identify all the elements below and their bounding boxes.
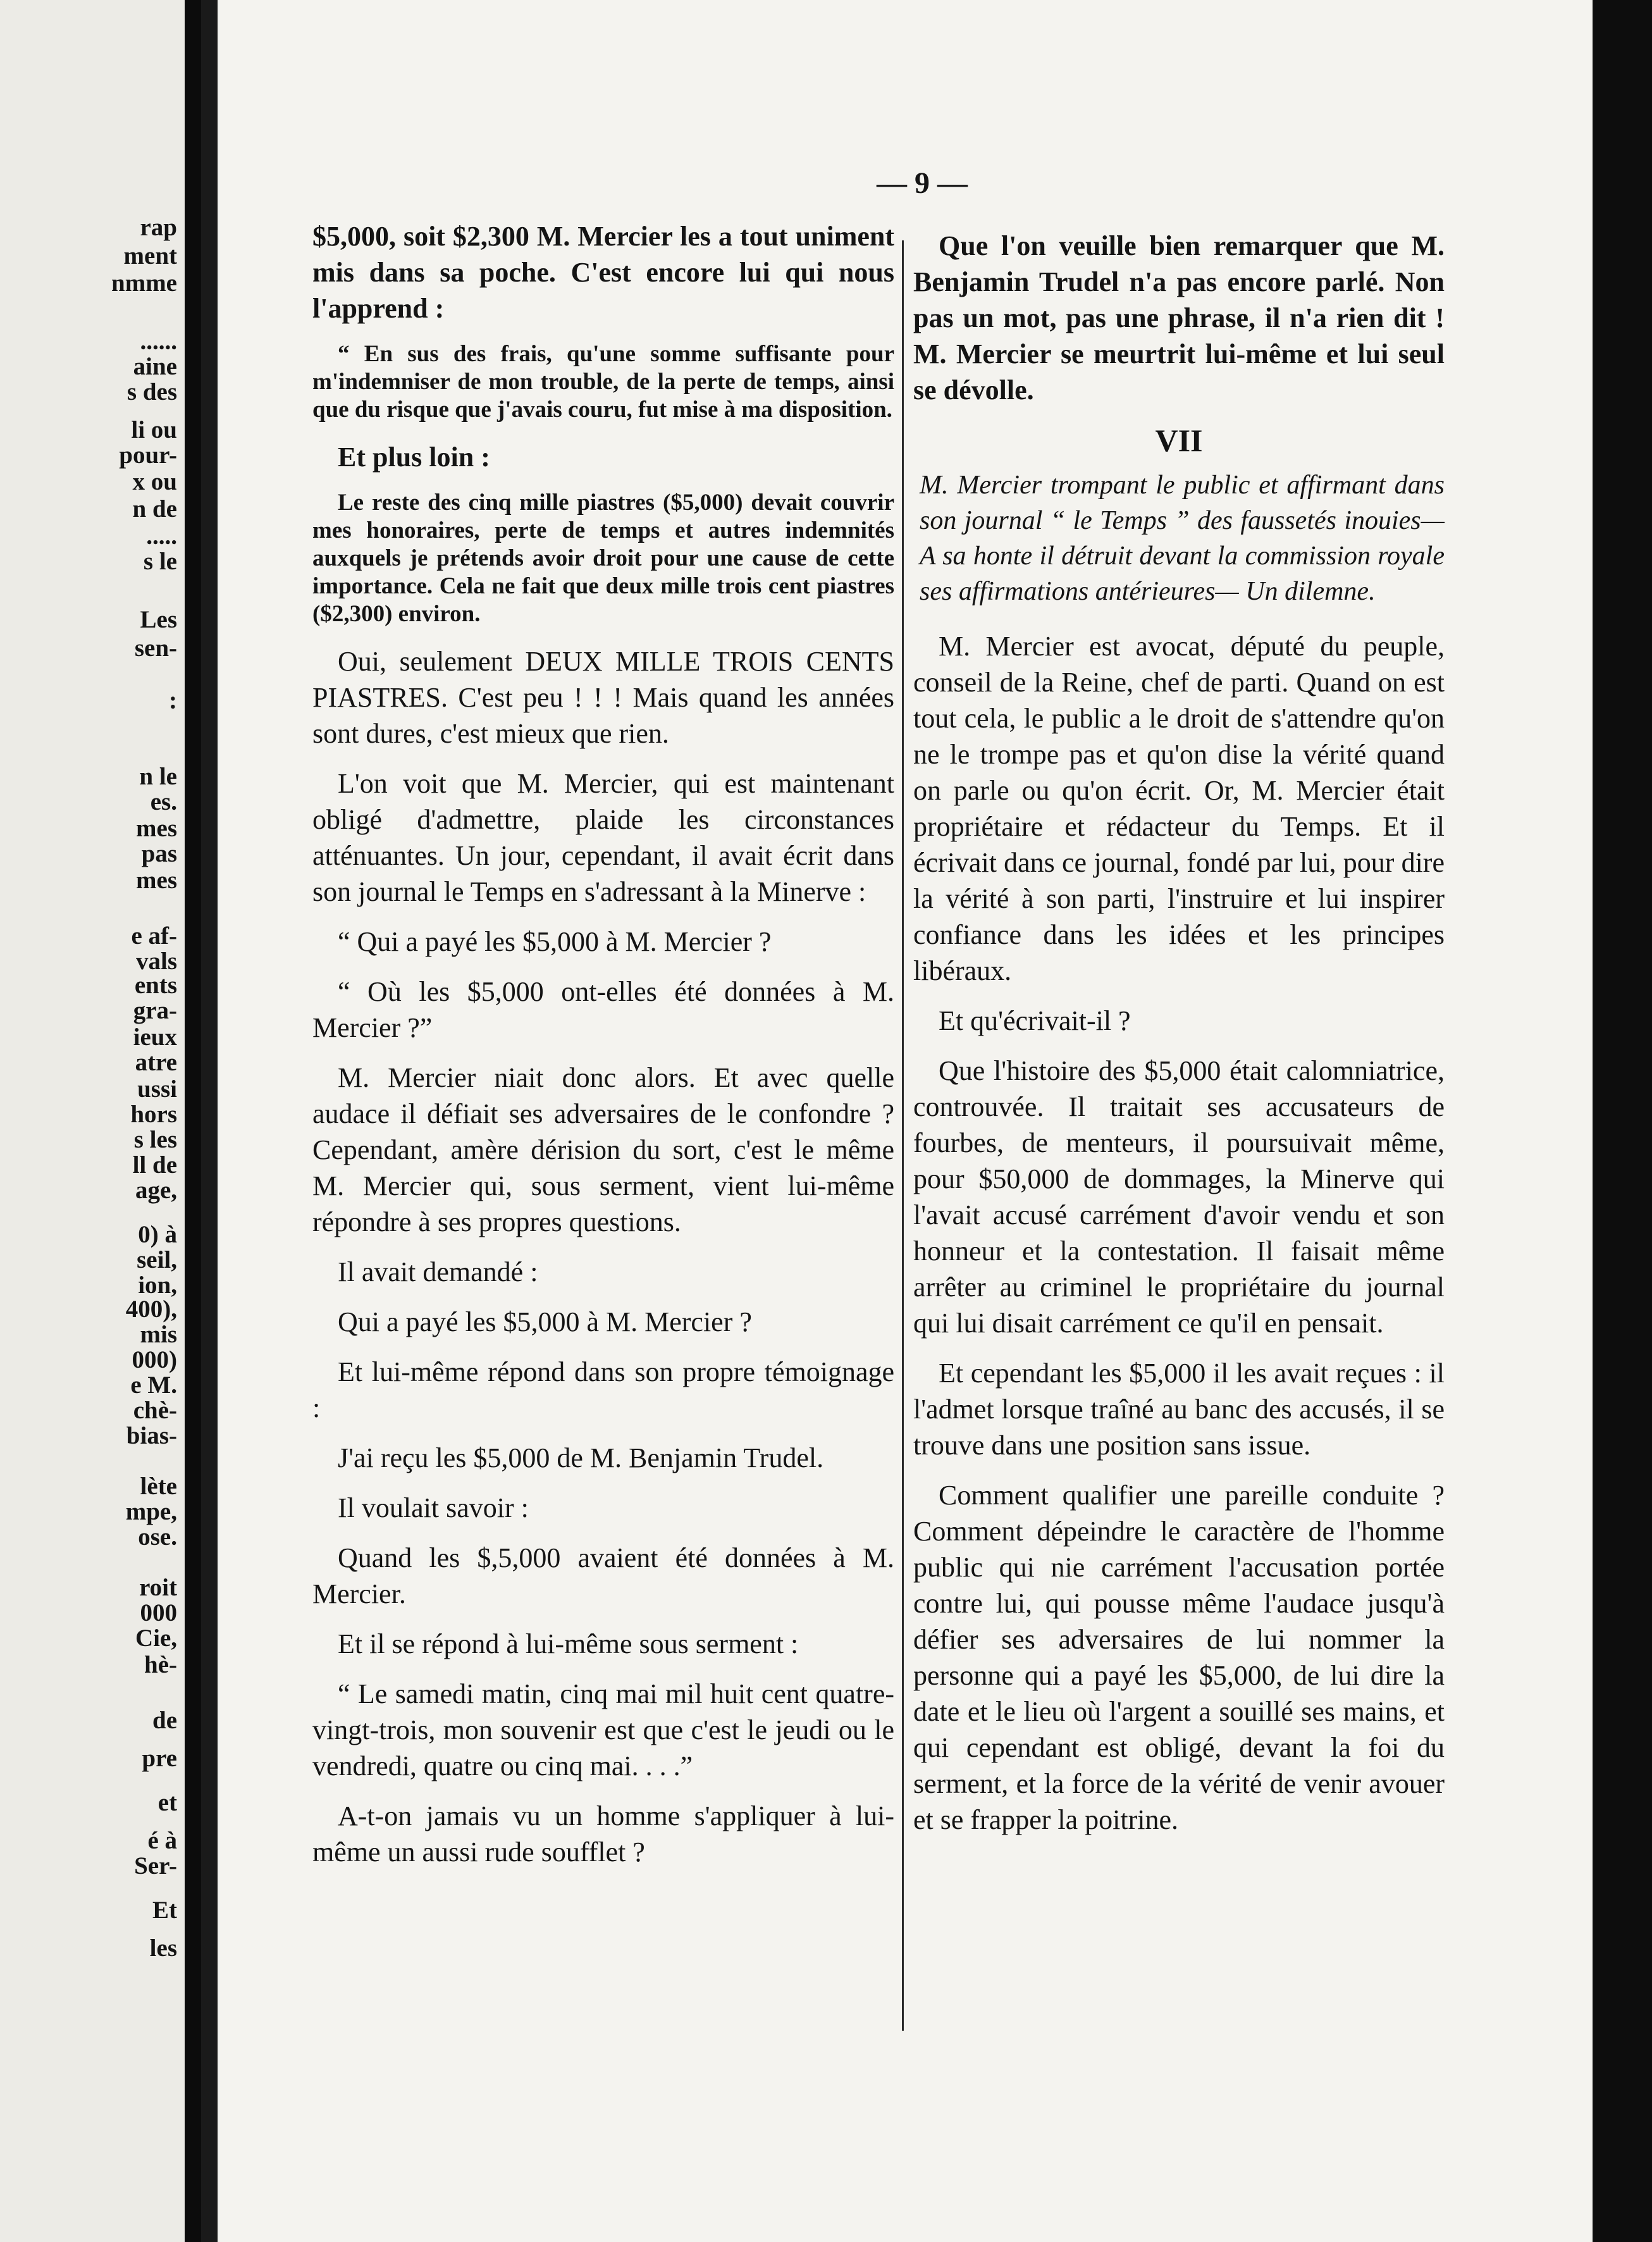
margin-fragment: rap <box>140 214 177 241</box>
margin-fragment: 000) <box>132 1346 177 1373</box>
right-para-6: Et cependant les $5,000 il les avait reçues : il l'admet lorsque traîné au banc des accusés, il se trouve dans une position sans issue. <box>913 1358 1445 1461</box>
margin-fragment: et <box>157 1789 177 1816</box>
margin-fragment: pre <box>142 1745 177 1772</box>
margin-fragment: ...... <box>140 328 177 355</box>
left-para-2: Et plus loin : <box>338 442 490 473</box>
margin-fragment: de <box>152 1707 177 1734</box>
margin-fragment: ose. <box>138 1523 177 1551</box>
previous-page-strip <box>0 0 201 2242</box>
right-para-7: Comment qualifier une pareille conduite ? Comment dépeindre le caractère de l'homme public qui nie carrément l'accusation portée contre lui, qui pousse même l'audace jusqu'à défier ses adversaires de lui nommer la personne qui a payé les $5,000, de lui dire la date et le lieu où l'argent a souillé ses mains, et qui cependant est obligé, devant la foi du serment, et la force de la vérité de venir avouer et se frapper la poitrine. <box>913 1480 1445 1835</box>
margin-fragment: s des <box>126 378 177 406</box>
margin-fragment: n le <box>139 763 177 790</box>
left-para-9: Il avait demandé : <box>338 1256 538 1287</box>
page-number: — 9 — <box>877 166 968 200</box>
right-para-3: M. Mercier est avocat, député du peuple, conseil de la Reine, chef de parti. Quand on est tout cela, le public a le droit de s'attendre qu'on ne le trompe pas et qu'on dise la vérité quand on parle ou qu'on écrit. Or, M. Mercier était propriétaire et rédacteur du Temps. Et il écrivait dans ce journal, fondé par lui, pour dire la vérité à son parti, l'instruire et lui inspirer confiance dans les idées et les principes libéraux. <box>913 631 1445 986</box>
margin-fragment: mis <box>140 1321 177 1348</box>
margin-fragment: 000 <box>140 1599 177 1626</box>
margin-fragment: sen- <box>134 635 177 662</box>
margin-fragment: roit <box>139 1574 177 1601</box>
margin-fragment: bias- <box>126 1422 177 1449</box>
margin-fragment: ents <box>134 972 177 999</box>
margin-fragment: n de <box>132 495 177 523</box>
margin-fragment: pour- <box>119 442 177 469</box>
margin-fragment: Les <box>140 606 177 633</box>
left-column <box>312 218 894 1884</box>
margin-fragment: ieux <box>133 1024 177 1051</box>
margin-fragment: les <box>149 1935 177 1962</box>
left-para-16: “ Le samedi matin, cinq mai mil huit cent quatre-vingt-trois, mon souvenir est que c'est le jeudi ou le vendredi, quatre ou cinq mai. . . .” <box>312 1678 894 1781</box>
margin-fragment: : <box>169 687 177 714</box>
left-para-8: M. Mercier niait donc alors. Et avec quelle audace il défiait ses adversaires de le confondre ? Cependant, amère dérision du sort, c'est le même M. Mercier qui, sous serment, vient lui-même répondre à ses propres questions. <box>312 1062 894 1237</box>
right-summary-2: M. Mercier trompant le public et affirmant dans son journal “ le Temps ” des faussetés inouies—A sa honte il détruit devant la commission royale ses affirmations antérieures— Un dilemne. <box>920 471 1445 606</box>
left-para-6: “ Qui a payé les $5,000 à M. Mercier ? <box>338 926 772 957</box>
left-para-5: L'on voit que M. Mercier, qui est maintenant obligé d'admettre, plaide les circonstances atténuantes. Un jour, cependant, il avait écrit dans son journal le Temps en s'adressant à la Minerve : <box>312 768 894 907</box>
left-para-4: Oui, seulement DEUX MILLE TROIS CENTS PIASTRES. C'est peu ! ! ! Mais quand les années sont dures, c'est mieux que rien. <box>312 646 894 749</box>
right-para-5: Que l'histoire des $5,000 était calomniatrice, controuvée. Il traitait ses accusateurs de fourbes, de menteurs, il poursuivait même, pour $50,000 de dommages, la Minerve qui l'avait accusé carrément d'avoir vendu et son honneur et la contestation. Il faisait même arrêter au criminel le propriétaire du journal qui lui disait carrément ce qu'il en pensait. <box>913 1055 1445 1339</box>
left-quote-1: “ En sus des frais, qu'une somme suffisante pour m'indemniser de mon trouble, de la perte de temps, ainsi que du risque que j'avais couru, fut mise à ma disposition. <box>312 341 894 423</box>
margin-fragment: chè- <box>133 1397 177 1424</box>
margin-fragment: es. <box>150 788 177 815</box>
margin-fragment: s les <box>133 1126 177 1153</box>
margin-fragment: ..... <box>146 523 177 550</box>
margin-fragment: pas <box>141 840 177 867</box>
right-column <box>913 228 1445 1852</box>
left-para-0: $5,000, soit $2,300 M. Mercier les a tout uniment mis dans sa poche. C'est encore lui qui nous l'apprend : <box>312 221 894 324</box>
margin-fragment: ment <box>123 242 177 269</box>
margin-fragment: nmme <box>111 269 177 297</box>
margin-fragment: mes <box>136 867 177 894</box>
margin-fragment: e M. <box>130 1372 177 1399</box>
right-heading-1: VII <box>1155 423 1203 458</box>
margin-fragment: seil, <box>137 1246 177 1273</box>
scan-border <box>1593 0 1652 2242</box>
margin-fragment: Ser- <box>134 1852 177 1880</box>
margin-fragment: aine <box>133 353 177 380</box>
page-gutter-shadow <box>185 0 201 2242</box>
margin-fragment: Et <box>152 1897 177 1924</box>
margin-fragment: mpe, <box>125 1498 177 1525</box>
margin-fragment: é à <box>147 1827 177 1854</box>
left-para-12: J'ai reçu les $5,000 de M. Benjamin Trudel. <box>338 1442 824 1473</box>
left-quote-3: Le reste des cinq mille piastres ($5,000) devait couvrir mes honoraires, perte de temps et autres indemnités auxquels je prétends avoir droit pour une cause de cette importance. Cela ne fait que deux mille trois cent piastres ($2,300) environ. <box>312 490 894 627</box>
margin-fragment: li ou <box>131 416 177 443</box>
margin-fragment: mes <box>136 815 177 842</box>
left-para-10: Qui a payé les $5,000 à M. Mercier ? <box>338 1306 752 1337</box>
margin-fragment: hors <box>130 1101 177 1128</box>
left-para-14: Quand les $,5,000 avaient été données à M. Mercier. <box>312 1542 894 1609</box>
margin-fragment: e af- <box>131 922 177 950</box>
left-para-17: A-t-on jamais vu un homme s'appliquer à lui-même un aussi rude soufflet ? <box>312 1800 894 1867</box>
left-para-15: Et il se répond à lui-même sous serment : <box>338 1628 799 1659</box>
document-page <box>218 0 1593 2242</box>
left-para-11: Et lui-même répond dans son propre témoignage : <box>312 1356 894 1423</box>
margin-fragment: ussi <box>137 1075 177 1103</box>
margin-fragment: ion, <box>138 1272 177 1299</box>
margin-fragment: Cie, <box>135 1625 177 1652</box>
margin-fragment: age, <box>135 1177 177 1204</box>
margin-fragment: 0) à <box>138 1221 177 1248</box>
margin-fragment: ll de <box>132 1151 177 1179</box>
margin-fragment: s le <box>143 548 177 575</box>
right-para-4: Et qu'écrivait-il ? <box>939 1005 1131 1036</box>
left-para-7: “ Où les $5,000 ont-elles été données à M. Mercier ?” <box>312 976 894 1043</box>
margin-fragment: atre <box>135 1049 177 1076</box>
margin-fragment: hè- <box>144 1651 177 1678</box>
column-divider <box>902 240 904 2031</box>
margin-fragment: x ou <box>132 468 177 495</box>
margin-fragment: vals <box>135 948 177 975</box>
margin-fragment: lète <box>140 1473 177 1500</box>
margin-fragment: gra- <box>133 997 177 1024</box>
margin-fragment: 400), <box>125 1296 177 1323</box>
right-para-0: Que l'on veuille bien remarquer que M. Benjamin Trudel n'a pas encore parlé. Non pas un mot, pas une phrase, il n'a rien dit ! M. Mercier se meurtrit lui-même et lui seul se dévolle. <box>913 230 1445 406</box>
left-para-13: Il voulait savoir : <box>338 1492 529 1523</box>
